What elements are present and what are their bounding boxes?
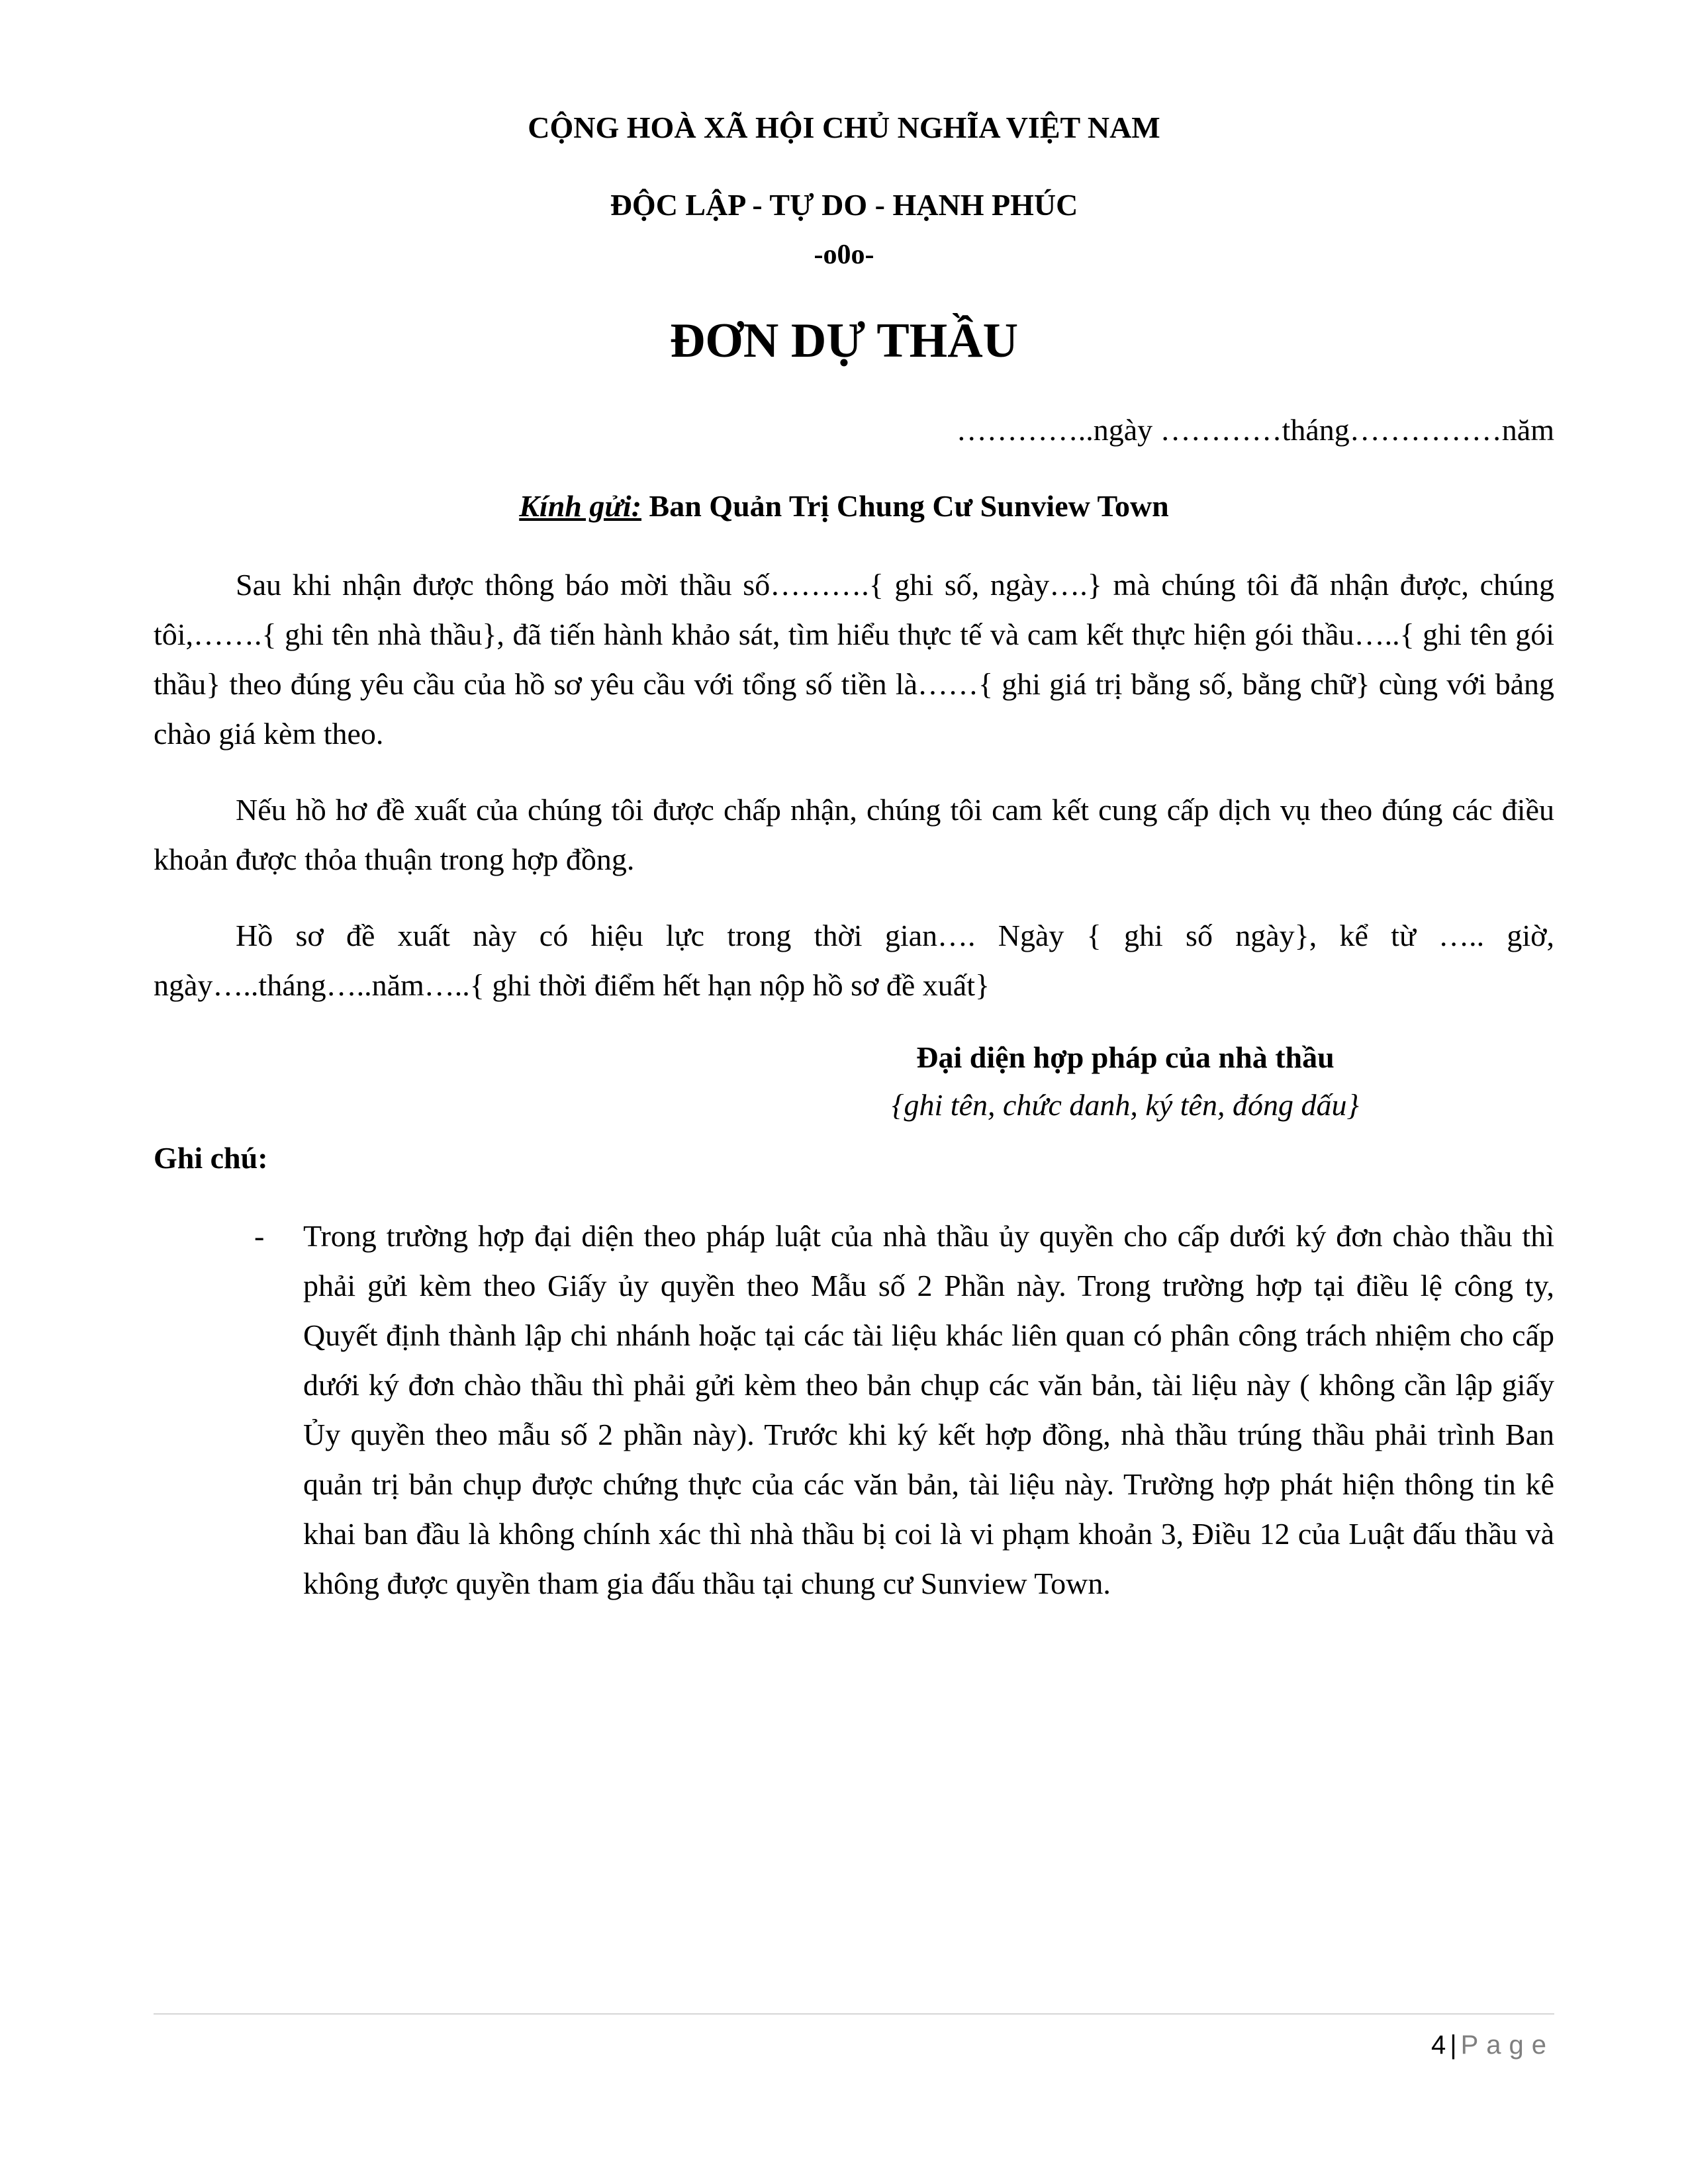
page-number: 4 bbox=[1430, 2030, 1446, 2060]
recipient-label: Kính gửi: bbox=[519, 489, 642, 523]
recipient-name: Ban Quản Trị Chung Cư Sunview Town bbox=[641, 489, 1169, 523]
signature-title: Đại diện hợp pháp của nhà thầu bbox=[916, 1040, 1335, 1074]
signature-note: {ghi tên, chức danh, ký tên, đóng dấu} bbox=[892, 1088, 1359, 1122]
footer-divider bbox=[154, 2013, 1554, 2015]
note-bullet: - bbox=[254, 1219, 265, 1253]
body-paragraph-1: Sau khi nhận được thông báo mời thầu số……….{ ghi số, ngày….} mà chúng tôi đã nhận được, chúng tôi,…….{ ghi tên nhà thầu}, đã tiến hành khảo sát, tìm hiểu thực tế và cam kết thực hiện gói thầu…..{ ghi tên gói thầu} theo đúng yêu cầu của hồ sơ yêu cầu với tổng số tiền là……{ ghi giá trị bằng số, bằng chữ} cùng với bảng chào giá kèm theo. bbox=[154, 568, 1554, 751]
document-title: ĐƠN DỰ THẦU bbox=[669, 314, 1019, 368]
header-motto: ĐỘC LẬP - TỰ DO - HẠNH PHÚC bbox=[610, 188, 1078, 222]
page-separator: | bbox=[1450, 2030, 1457, 2060]
recipient-line bbox=[0, 486, 1688, 526]
body-paragraph-2: Nếu hồ hơ đề xuất của chúng tôi được chấp nhận, chúng tôi cam kết cung cấp dịch vụ theo đúng các điều khoản được thỏa thuận trong hợp đồng. bbox=[154, 793, 1554, 876]
notes-heading: Ghi chú: bbox=[154, 1141, 268, 1175]
footer-page-number bbox=[1258, 2026, 1554, 2064]
date-line: …………..ngày …………tháng……………năm bbox=[956, 413, 1554, 447]
header-ornament: -o0o- bbox=[814, 240, 874, 270]
header-country: CỘNG HOÀ XÃ HỘI CHỦ NGHĨA VIỆT NAM bbox=[528, 111, 1160, 144]
body-paragraph-3: Hồ sơ đề xuất này có hiệu lực trong thời gian…. Ngày { ghi số ngày}, kể từ ….. giờ, ngày…..tháng…..năm…..{ ghi thời điểm hết hạn nộp hồ sơ đề xuất} bbox=[154, 919, 1554, 1002]
page-word: Page bbox=[1460, 2030, 1554, 2060]
note-item: Trong trường hợp đại diện theo pháp luật của nhà thầu ủy quyền cho cấp dưới ký đơn chào thầu thì phải gửi kèm theo Giấy ủy quyền theo Mẫu số 2 Phần này. Trong trường hợp tại điều lệ công ty, Quyết định thành lập chi nhánh hoặc tại các tài liệu khác liên quan có phân công trách nhiệm cho cấp dưới ký đơn chào thầu thì phải gửi kèm theo bản chụp các văn bản, tài liệu này ( không cần lập giấy Ủy quyền theo mẫu số 2 phần này). Trước khi ký kết hợp đồng, nhà thầu trúng thầu phải trình Ban quản trị bản chụp được chứng thực của các văn bản, tài liệu này. Trường hợp phát hiện thông tin kê khai ban đầu là không chính xác thì nhà thầu bị coi là vi phạm khoản 3, Điều 12 của Luật đấu thầu và không được quyền tham gia đấu thầu tại chung cư Sunview Town. bbox=[303, 1219, 1554, 1600]
